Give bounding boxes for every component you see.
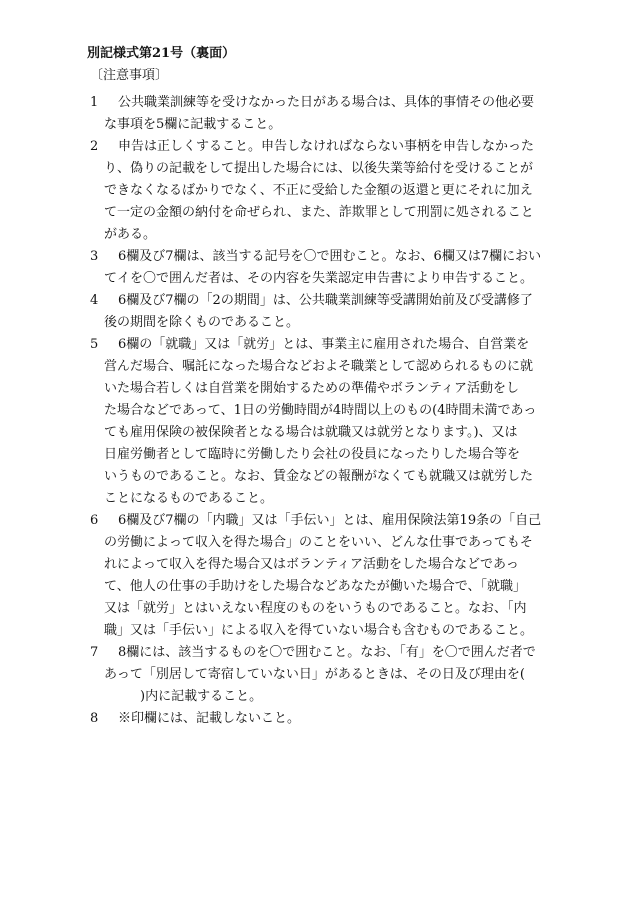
- note-line: 営んだ場合、嘱託になった場合などおよそ職業として認められるものに就: [104, 359, 534, 374]
- note-line: 職」又は「手伝い」による収入を得ていない場合も含むものであること。: [104, 623, 534, 638]
- note-text: [104, 92, 544, 136]
- note-line: り、偽りの記載をして提出した場合には、以後失業等給付を受けることが: [104, 161, 534, 176]
- note-line: な事項を5欄に記載すること。: [104, 117, 282, 132]
- note-number: 6: [90, 513, 99, 528]
- note-line: れによって収入を得た場合又はボランティア活動をした場合などであっ: [104, 557, 519, 572]
- note-line: て、他人の仕事の手助けをした場合などあなたが働いた場合で、「就職」: [104, 579, 526, 594]
- note-line: がある。: [104, 227, 157, 242]
- note-line: 6欄の「就職」又は「就労」とは、事業主に雇用された場合、自営業を: [118, 337, 530, 352]
- note-number: 2: [90, 139, 99, 154]
- note-line: 日雇労働者として臨時に労働したり会社の役員になったりした場合等を: [104, 447, 521, 462]
- note-line: ※印欄には、記載しないこと。: [118, 711, 301, 726]
- note-line: 後の期間を除くものであること。: [104, 315, 300, 330]
- note-text: [104, 708, 544, 730]
- note-number: 8: [90, 711, 99, 726]
- document-title: 別記様式第21号（裏面）: [87, 46, 236, 61]
- note-line: 公共職業訓練等を受けなかった日がある場合は、具体的事情その他必要: [118, 95, 535, 110]
- note-text: [104, 642, 544, 708]
- note-line: の労働によって収入を得た場合」のことをいい、どんな仕事であってもそ: [104, 535, 533, 550]
- note-line: 6欄及び7欄の「内職」又は「手伝い」とは、雇用保険法第19条の「自己: [118, 513, 542, 528]
- note-line: 6欄及び7欄は、該当する記号を〇で囲むこと。なお、6欄又は7欄におい: [118, 249, 542, 264]
- note-text: [104, 334, 544, 510]
- note-text: [104, 510, 544, 642]
- note-line: てイを〇で囲んだ者は、その内容を失業認定申告書により申告すること。: [104, 271, 534, 286]
- note-number: 5: [90, 337, 99, 352]
- note-line: 又は「就労」とはいえない程度のものをいうものであること。なお、「内: [104, 601, 527, 616]
- note-number: 7: [90, 645, 99, 660]
- note-line: できなくなるばかりでなく、不正に受給した金額の返還と更にそれに加え: [104, 183, 533, 198]
- note-line: あって「別居して寄宿していない日」があるときは、その日及び理由を(: [104, 667, 525, 682]
- note-number: 1: [90, 95, 99, 110]
- notes-heading: 〔注意事項〕: [90, 68, 169, 83]
- note-line: た場合などであって、1日の労働時間が4時間以上のもの(4時間未満であっ: [104, 403, 537, 418]
- note-line: て一定の金額の納付を命ぜられ、また、詐欺罪として刑罰に処されること: [104, 205, 534, 220]
- note-line: 申告は正しくすること。申告しなければならない事柄を申告しなかった: [118, 139, 535, 154]
- note-line: ことになるものであること。: [104, 491, 274, 506]
- note-line: いた場合若しくは自営業を開始するための準備やボランティア活動をし: [104, 381, 519, 396]
- note-line: いうものであること。なお、賃金などの報酬がなくても就職又は就労した: [104, 469, 534, 484]
- note-text: [104, 246, 544, 290]
- note-text: [104, 136, 544, 246]
- note-line: 6欄及び7欄の「2の期間」は、公共職業訓練等受講開始前及び受講修了: [118, 293, 533, 308]
- note-line: )内に記載すること。: [140, 689, 263, 704]
- note-text: [104, 290, 544, 334]
- note-number: 4: [90, 293, 99, 308]
- note-number: 3: [90, 249, 99, 264]
- note-line: 8欄には、該当するものを〇で囲むこと。なお、「有」を〇で囲んだ者で: [118, 645, 536, 660]
- note-line: ても雇用保険の被保険者となる場合は就職又は就労となります。)、又は: [104, 425, 518, 440]
